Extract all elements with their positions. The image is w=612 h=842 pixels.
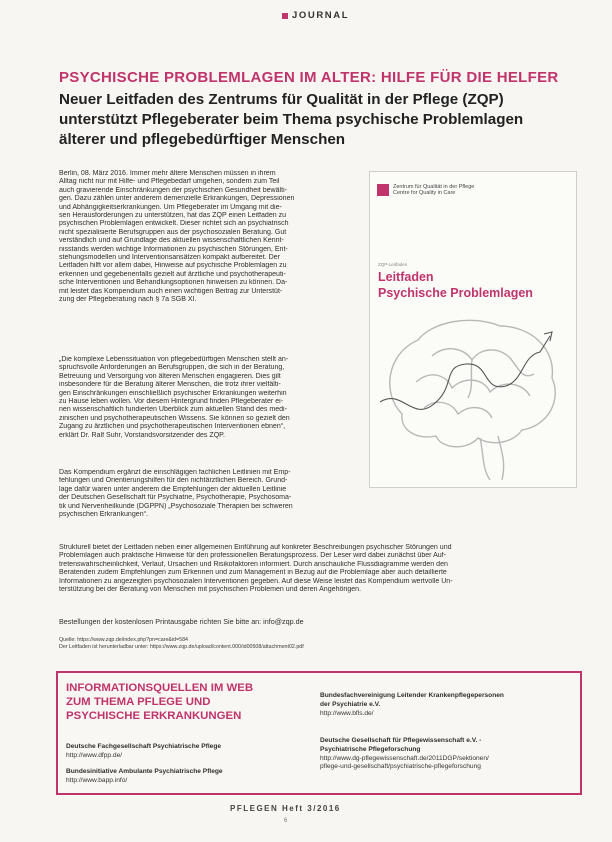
zqp-logo-mark	[377, 184, 389, 196]
order-info: Bestellungen der kostenlosen Printausgabe richten Sie bitte an: info@zqp.de	[59, 617, 304, 626]
text-line: terstützung bei der Beratung von Menschen mit psychischen Problemen und deren Angehörigen.	[59, 586, 362, 594]
text-line: zu Hause leben wollen. Vor diesem Hintergrund finden Pflegeberater ei-	[59, 398, 284, 406]
text-line: gen Einschränkungen einschließlich psychischer Erkrankungen weiterhin	[59, 389, 287, 397]
page-number: 6	[284, 818, 288, 824]
text-line: sche Interventionen und Behandlungsoptionen hinweisen zu können. Da-	[59, 279, 288, 287]
text-line: Alltag nicht nur mit Hilfe- und Pflegebedarf umgehen, sondern zum Teil	[59, 178, 280, 186]
info-entry-dfpp	[66, 743, 221, 761]
text-line: psychischen Erkrankungen“.	[59, 511, 148, 519]
info-entry-link[interactable]: http://www.dfpp.de/	[66, 751, 123, 759]
text-line: tik und Nervenheilkunde (DGPPN) „Psychosoziale Therapien bei schweren	[59, 502, 293, 510]
text-line: Betreuung und Versorgung von älteren Menschen engagieren. Dies gilt	[59, 372, 281, 380]
info-entry-name: Deutsche Gesellschaft für Pflegewissenschaft e.V. -	[320, 737, 482, 744]
text-line: Das Kompendium ergänzt die einschlägigen fachlichen Leitlinien mit Emp-	[59, 469, 291, 476]
info-heading-line: PSYCHISCHE ERKRANKUNGEN	[66, 710, 242, 722]
info-entry-name: Bundesfachvereinigung Leitender Krankenpflegepersonen	[320, 692, 504, 699]
text-line: nen wissenschaftlich fundierten Überblick zum aktuellen Stand des medi-	[59, 406, 287, 414]
text-line: fehlungen und Orientierungshilfen für den nichtärztlichen Bereich. Grund-	[59, 477, 288, 485]
text-line: lage dafür waren unter anderem die Empfehlungen der aktuellen Leitlinie	[59, 485, 287, 493]
publisher-line: Centre for Quality in Care	[393, 190, 456, 196]
info-entry-name: Psychiatrische Pflegeforschung	[320, 745, 421, 753]
book-title-line: Leitfaden	[378, 270, 434, 284]
text-line: „Die komplexe Lebenssituation von pflegebedürftigen Menschen stellt an-	[59, 356, 289, 363]
book-title-line: Psychische Problemlagen	[378, 286, 533, 300]
structure-paragraph	[59, 544, 579, 594]
info-entry-link[interactable]: pflege-und-gesellschaft/psychiatrische-pflegeforschung	[320, 763, 481, 771]
text-line: erklärt Dr. Ralf Suhr, Vorstandsvorsitzender des ZQP.	[59, 431, 225, 439]
source-line: Der Leitfaden ist herunterladbar unter: https://www.zqp.de/upload/content.000/id00508/attachment02.pdf	[59, 644, 304, 651]
text-line: stehungsmodellen und Interventionsansätzen kompakt aufbereitet. Der	[59, 254, 280, 262]
text-line: der Deutschen Gesellschaft für Psychiatrie, Psychotherapie, Psychosoma-	[59, 494, 292, 502]
text-line: zung der Pflegeberatung nach § 7a SGB XI.	[59, 296, 197, 304]
text-line: erkennen und gegebenenfalls gezielt auf ärztliche und psychotherapeuti-	[59, 270, 286, 278]
info-box	[56, 671, 582, 795]
info-entry-dgp	[320, 737, 489, 772]
text-line: verständlich und auf Grundlage des aktuellen wissenschaftlichen Kennt-	[59, 237, 284, 245]
text-line: nicht spezialisierte Berufsgruppen aus der psychosozialen Beratung. Gut	[59, 228, 287, 236]
info-entry-bfls	[320, 692, 504, 718]
subtitle-line: Neuer Leitfaden des Zentrums für Qualität in der Pflege (ZQP)	[59, 91, 504, 108]
info-entry-name: der Psychiatrie e.V.	[320, 700, 381, 708]
book-label: ZQP-Leitfaden	[378, 262, 408, 267]
text-line: und Abhängigkeitserkrankungen. Um Pflegeberater im Umgang mit die-	[59, 203, 282, 211]
brain-illustration	[372, 304, 572, 480]
info-box-heading	[66, 681, 253, 723]
book-title	[378, 269, 533, 301]
zqp-logo	[377, 184, 474, 196]
source-line: Quelle: https://www.zqp.de/index.php?pn=care&id=584	[59, 637, 188, 643]
article-subtitle	[59, 90, 579, 150]
text-line: psychischen Problemlagen entwickelt. Dieser richtet sich an psychiatrisch	[59, 220, 289, 228]
text-line: spruchsvolle Anforderungen an Berufsgruppen, die sich in der Beratung,	[59, 364, 285, 372]
info-entry-bapp	[66, 768, 223, 786]
info-entry-name: Deutsche Fachgesellschaft Psychiatrische Pflege	[66, 743, 222, 750]
text-line: mit leistet das Kompendium auch einen wichtigen Beitrag zur Unterstüt-	[59, 287, 283, 295]
text-line: Problemlagen auch praktische Hinweise für den professionellen Beratungsprozess. Der Leser wird dabei zunächst über Auf-	[59, 552, 447, 560]
book-cover-image	[369, 171, 577, 488]
text-line: sen Herausforderungen zu unterstützen, hat das ZQP einen Leitfaden zu	[59, 212, 287, 220]
info-entry-link[interactable]: http://www.bapp.info/	[66, 776, 128, 784]
info-heading-line: ZUM THEMA PFLEGE UND	[66, 696, 211, 708]
info-entry-link[interactable]: http://www.bfls.de/	[320, 709, 374, 717]
text-line: Leitfaden hilft vor allem dabei, Hinweise auf psychische Problemlagen zu	[59, 262, 287, 270]
text-line: nisstands werden wichtige Informationen zu psychischen Störungen, Ent-	[59, 245, 288, 253]
text-line: Zugang zu ärztlichen und psychotherapeutischen Interventionen ebnen“,	[59, 423, 286, 431]
text-line: Berlin, 08. März 2016. Immer mehr ältere Menschen müssen in ihrem	[59, 170, 276, 177]
source-notes	[59, 637, 579, 652]
text-line: zinischen und psychotherapeutischen Wissens. Sie können so gezielt den	[59, 414, 290, 422]
info-heading-line: INFORMATIONSQUELLEN IM WEB	[66, 682, 254, 694]
text-line: Strukturell bietet der Leitfaden neben einer allgemeinen Einführung auf konkreter Beschreibungen psychischer Störungen und	[59, 544, 452, 551]
text-line: auch gravierende Einschränkungen der psychischen Gesundheit bewälti-	[59, 186, 287, 194]
text-line: Informationen zu angezeigten psychosozialen Interventionen gegeben. Auf diese Weise leistet das Kompendium wertvolle Un-	[59, 577, 453, 585]
section-marker	[282, 13, 288, 19]
text-line: tretenswahrscheinlichkeit, Verlauf, Ursachen und Risikofaktoren informiert. Durch anschauliche Flussdiagramme werden den	[59, 560, 448, 568]
intro-paragraph	[59, 170, 362, 305]
quote-paragraph	[59, 356, 362, 440]
section-header	[282, 10, 349, 21]
article-title: PSYCHISCHE PROBLEMLAGEN IM ALTER: HILFE FÜR DIE HELFER	[59, 69, 559, 86]
text-line: insbesondere für die Beratung älterer Menschen, die trotz ihrer vielfälti-	[59, 381, 281, 389]
text-line: Beratenden zudem Empfehlungen zum Erkennen und zum Management in Bezug auf die Problemlage aber auch detaillierte	[59, 569, 447, 577]
kompendium-paragraph	[59, 469, 362, 519]
subtitle-line: unterstützt Pflegeberater beim Thema psychische Problemlagen	[59, 111, 524, 128]
zqp-logo-text	[393, 184, 474, 196]
info-entry-name: Bundesinitiative Ambulante Psychiatrische Pflege	[66, 768, 223, 775]
magazine-footer: PFLEGEN Heft 3/2016	[230, 804, 341, 813]
info-entry-link[interactable]: http://www.dg-pflegewissenschaft.de/2011DGP/sektionen/	[320, 754, 489, 762]
publisher-line: Zentrum für Qualität in der Pflege	[393, 184, 475, 190]
text-line: gen. Dazu zählen unter anderem demenzielle Erkrankungen, Depressionen	[59, 195, 295, 203]
subtitle-line: älterer und pflegebedürftiger Menschen	[59, 131, 346, 148]
section-label: JOURNAL	[292, 10, 350, 21]
